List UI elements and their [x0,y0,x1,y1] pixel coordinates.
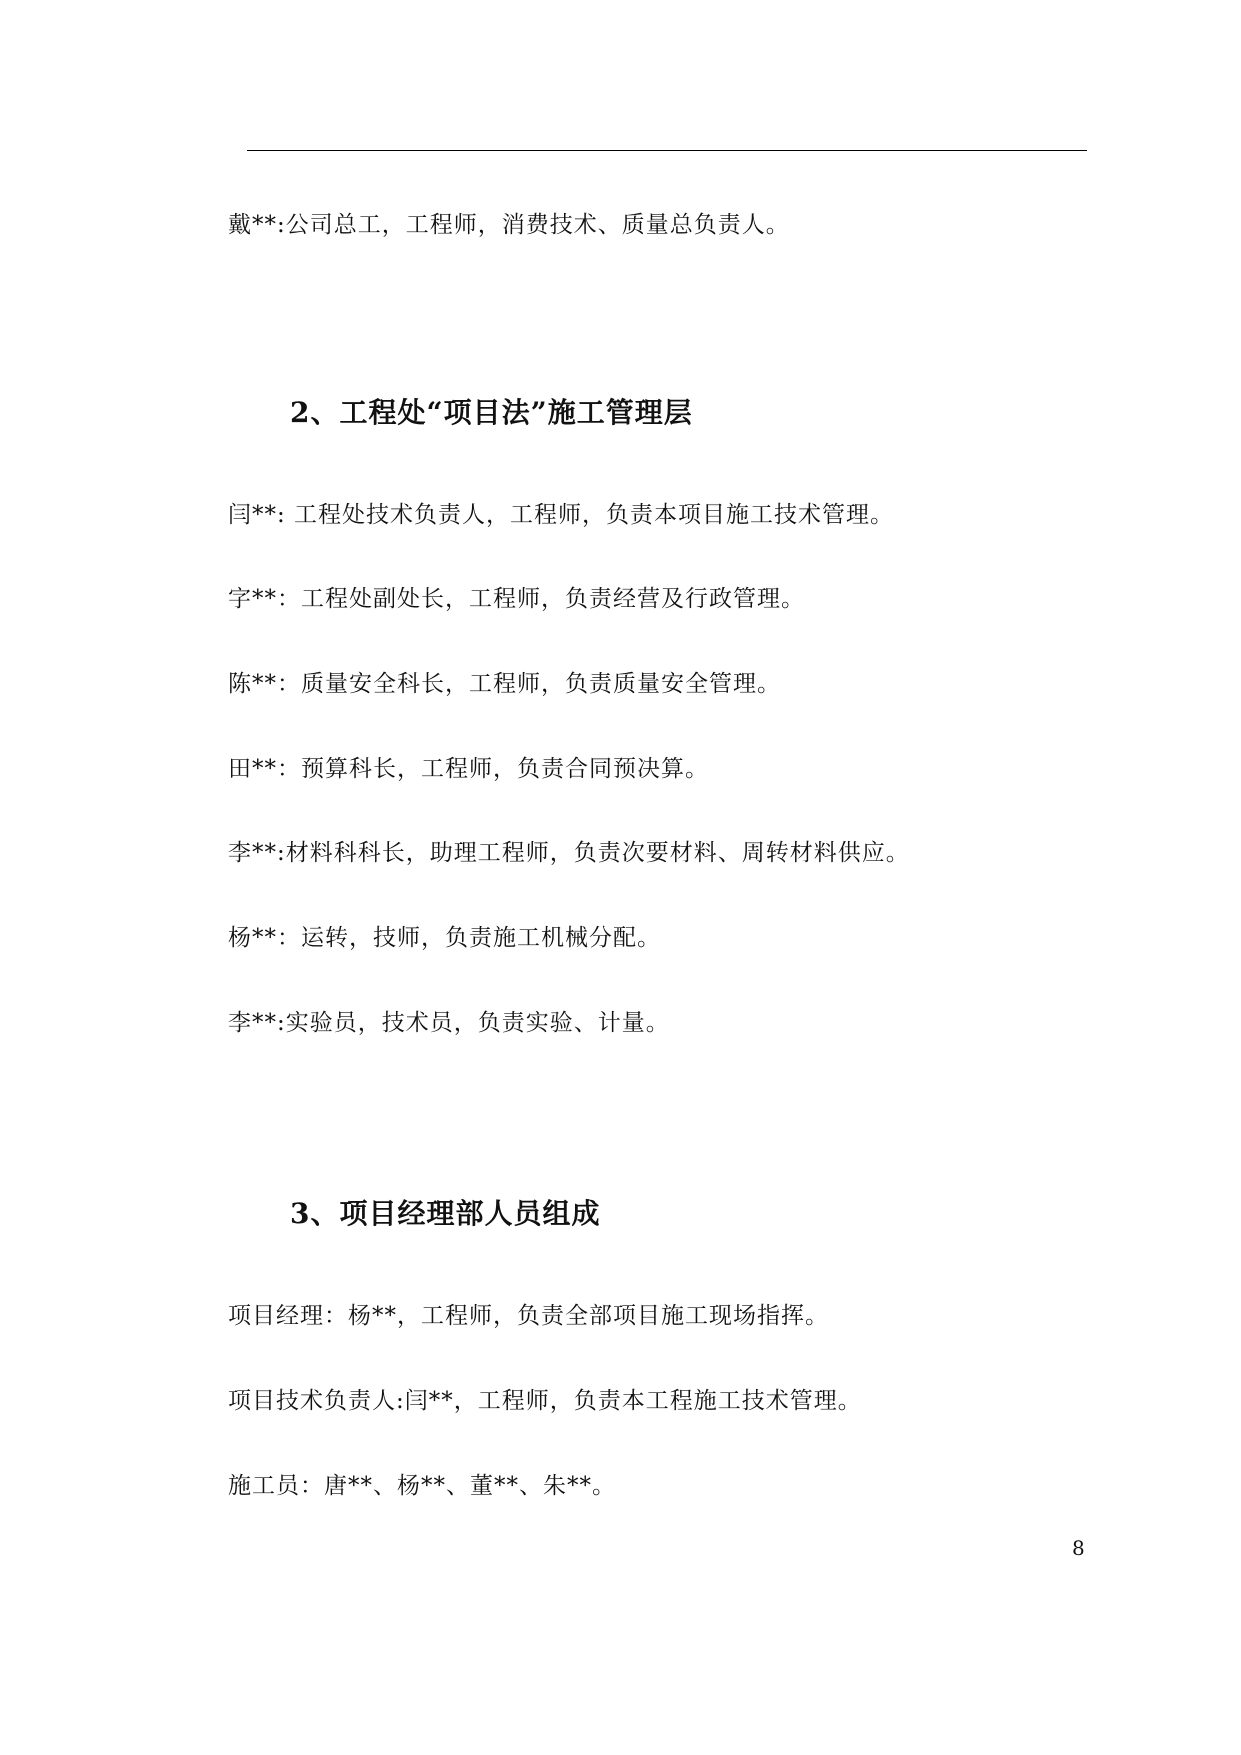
section-2-heading: 2、工程处“项目法”施工管理层 [290,396,693,429]
section-2-line: 杨**：运转，技师，负责施工机械分配。 [228,925,661,951]
section-3-line: 项目经理：杨**，工程师，负责全部项目施工现场指挥。 [228,1303,829,1329]
section-2-line: 陈**：质量安全科长，工程师，负责质量安全管理。 [228,671,781,697]
section-3-heading: 3、项目经理部人员组成 [290,1197,601,1230]
section-2-line: 闫**: 工程处技术负责人，工程师，负责本项目施工技术管理。 [228,502,895,528]
section-2-line: 字**：工程处副处长，工程师，负责经营及行政管理。 [228,586,805,612]
intro-line: 戴**:公司总工，工程师，消费技术、质量总负责人。 [228,212,790,238]
section-3-line: 施工员：唐**、杨**、董**、朱**。 [228,1473,616,1499]
section-3-line: 项目技术负责人:闫**，工程师，负责本工程施工技术管理。 [228,1388,862,1414]
section-2-line: 李**:材料科科长，助理工程师，负责次要材料、周转材料供应。 [228,840,910,866]
section-2-line: 李**:实验员，技术员，负责实验、计量。 [228,1010,670,1036]
section-2-line: 田**：预算科长，工程师，负责合同预决算。 [228,756,709,782]
header-rule [247,150,1087,151]
page-number: 8 [1072,1536,1085,1560]
